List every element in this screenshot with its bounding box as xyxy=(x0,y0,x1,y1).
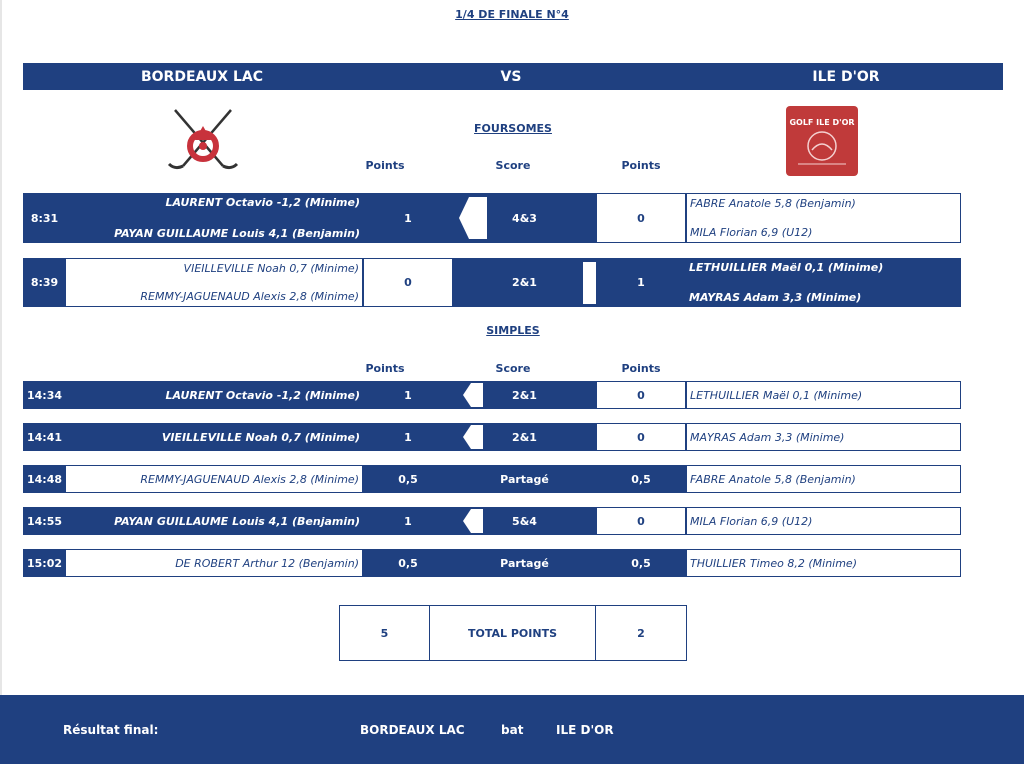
away-points: 0 xyxy=(596,193,686,243)
foursomes-points-left-header: Points xyxy=(365,159,405,172)
away-points: 0,5 xyxy=(596,465,686,493)
home-player-2: REMMY-JAGUENAUD Alexis 2,8 (Minime) xyxy=(140,290,359,303)
total-home-points: 5 xyxy=(339,605,430,661)
home-player: LAURENT Octavio -1,2 (Minime) xyxy=(66,381,363,409)
home-player-2: PAYAN GUILLAUME Louis 4,1 (Benjamin) xyxy=(114,227,360,240)
away-team-name: ILE D'OR xyxy=(812,68,880,85)
versus-label: VS xyxy=(500,68,522,85)
match-score xyxy=(453,381,596,409)
foursome-match-row xyxy=(23,258,961,307)
match-time: 15:02 xyxy=(23,549,66,577)
score-value: 2&1 xyxy=(512,388,537,402)
home-points: 1 xyxy=(363,381,453,409)
page-title: 1/4 DE FINALE N°4 xyxy=(455,8,569,21)
winner-arrow-left-icon xyxy=(463,383,483,407)
away-players xyxy=(686,193,961,243)
home-points: 1 xyxy=(363,193,453,243)
away-player-2: MILA Florian 6,9 (U12) xyxy=(690,226,813,239)
home-player: DE ROBERT Arthur 12 (Benjamin) xyxy=(66,549,363,577)
home-points: 1 xyxy=(363,423,453,451)
match-time: 14:34 xyxy=(23,381,66,409)
total-away-points: 2 xyxy=(595,605,687,661)
home-player: PAYAN GUILLAUME Louis 4,1 (Benjamin) xyxy=(66,507,363,535)
away-player: FABRE Anatole 5,8 (Benjamin) xyxy=(686,465,961,493)
match-score: Partagé xyxy=(453,465,596,493)
simple-match-row xyxy=(23,507,961,535)
foursome-match-row xyxy=(23,193,961,243)
score-value: 2&1 xyxy=(512,276,537,289)
winner-arrow-left-icon xyxy=(459,197,487,239)
home-players xyxy=(66,193,363,243)
home-player: REMMY-JAGUENAUD Alexis 2,8 (Minime) xyxy=(66,465,363,493)
simple-match-row xyxy=(23,381,961,409)
match-score: Partagé xyxy=(453,549,596,577)
match-time: 14:55 xyxy=(23,507,66,535)
team-bar xyxy=(23,63,1003,90)
home-player-1: VIEILLEVILLE Noah 0,7 (Minime) xyxy=(183,262,359,275)
simples-points-left-header: Points xyxy=(365,362,405,375)
total-points-label: TOTAL POINTS xyxy=(429,605,596,661)
page-border xyxy=(0,0,2,695)
final-loser-team: ILE D'OR xyxy=(556,723,614,737)
home-player-1: LAURENT Octavio -1,2 (Minime) xyxy=(165,196,360,209)
match-score xyxy=(453,507,596,535)
winner-arrow-left-icon xyxy=(463,425,483,449)
away-player-1: LETHUILLIER Maël 0,1 (Minime) xyxy=(689,261,884,274)
away-player-1: FABRE Anatole 5,8 (Benjamin) xyxy=(690,197,856,210)
home-player: VIEILLEVILLE Noah 0,7 (Minime) xyxy=(66,423,363,451)
away-points: 1 xyxy=(596,258,686,307)
away-player: MAYRAS Adam 3,3 (Minime) xyxy=(686,423,961,451)
away-team-logo xyxy=(786,106,858,176)
match-time: 8:31 xyxy=(23,193,66,243)
match-score xyxy=(453,423,596,451)
foursomes-points-right-header: Points xyxy=(621,159,661,172)
final-result-verb: bat xyxy=(501,723,524,737)
final-winner-team: BORDEAUX LAC xyxy=(360,723,465,737)
score-value: 5&4 xyxy=(512,514,537,528)
away-player: THUILLIER Timeo 8,2 (Minime) xyxy=(686,549,961,577)
simple-match-row xyxy=(23,423,961,451)
home-points: 1 xyxy=(363,507,453,535)
foursomes-title: FOURSOMES xyxy=(474,122,552,135)
final-result-bar xyxy=(0,695,1024,764)
final-result-label: Résultat final: xyxy=(63,723,159,737)
score-value: 4&3 xyxy=(512,211,537,225)
match-score xyxy=(453,193,596,243)
simples-title: SIMPLES xyxy=(486,324,540,337)
simple-match-row xyxy=(23,549,961,577)
home-points: 0 xyxy=(363,258,453,307)
simple-match-row xyxy=(23,465,961,493)
match-time: 14:41 xyxy=(23,423,66,451)
score-value: 2&1 xyxy=(512,430,537,444)
match-time: 14:48 xyxy=(23,465,66,493)
simples-score-header: Score xyxy=(495,362,531,375)
home-points: 0,5 xyxy=(363,549,453,577)
match-score xyxy=(453,258,596,307)
simples-points-right-header: Points xyxy=(621,362,661,375)
home-team-logo xyxy=(165,106,241,176)
away-points: 0 xyxy=(596,381,686,409)
match-time: 8:39 xyxy=(23,258,66,307)
home-team-name: BORDEAUX LAC xyxy=(140,68,263,85)
away-player: MILA Florian 6,9 (U12) xyxy=(686,507,961,535)
home-points: 0,5 xyxy=(363,465,453,493)
home-players xyxy=(66,258,363,307)
away-logo-text: GOLF ILE D'OR xyxy=(789,118,855,127)
winner-arrow-left-icon xyxy=(463,509,483,533)
foursomes-score-header: Score xyxy=(495,159,531,172)
away-player-2: MAYRAS Adam 3,3 (Minime) xyxy=(689,291,862,304)
away-player: LETHUILLIER Maël 0,1 (Minime) xyxy=(686,381,961,409)
away-points: 0 xyxy=(596,423,686,451)
away-players xyxy=(686,258,961,307)
away-points: 0 xyxy=(596,507,686,535)
away-points: 0,5 xyxy=(596,549,686,577)
